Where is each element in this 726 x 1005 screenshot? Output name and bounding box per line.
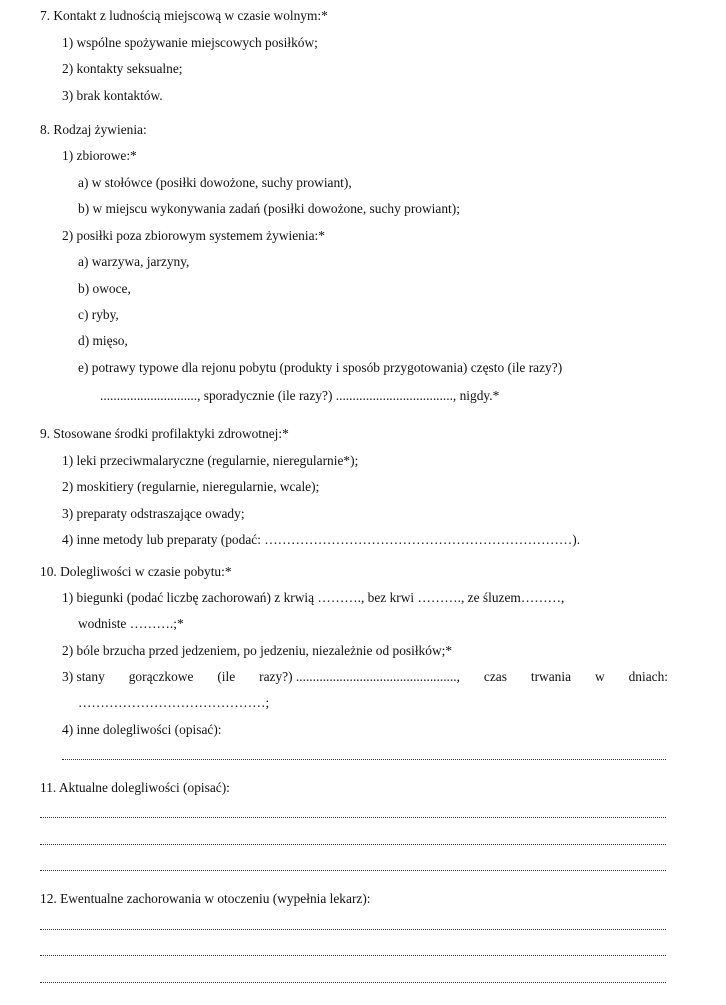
section-7-item-3: 3) brak kontaktów. bbox=[62, 88, 163, 103]
item-3-word: czas bbox=[483, 669, 507, 684]
section-8-sub-2-item-d: d) mięso, bbox=[78, 333, 128, 348]
section-10-title: 10. Dolegliwości w czasie pobytu:* bbox=[40, 564, 232, 579]
item-3-word: 3) stany bbox=[62, 669, 105, 684]
item-3-word: trwania bbox=[530, 669, 572, 684]
section-7-title: 7. Kontakt z ludnością miejscową w czasie wolnym:* bbox=[40, 8, 328, 23]
section-8-sub-2-item-a: a) warzywa, jarzyny, bbox=[78, 254, 190, 269]
section-10-item-3-continuation: ……………………………………; bbox=[78, 695, 270, 710]
section-10-item-1-continuation: wodniste ……….;* bbox=[78, 616, 184, 631]
section-9-item-2: 2) moskitiery (regularnie, nieregularnie, wcale); bbox=[62, 479, 320, 494]
section-8-sub-1-item-a: a) w stołówce (posiłki dowożone, suchy prowiant), bbox=[78, 175, 352, 190]
section-10-item-2: 2) bóle brzucha przed jedzeniem, po jedzeniu, niezależnie od posiłków;* bbox=[62, 643, 453, 658]
section-7-item-2: 2) kontakty seksualne; bbox=[62, 61, 183, 76]
section-10-item-3 bbox=[62, 669, 668, 685]
section-11-answer-line-3[interactable] bbox=[40, 870, 666, 871]
item-3-word: razy?) ................................................, bbox=[259, 669, 460, 684]
section-8-title: 8. Rodzaj żywienia: bbox=[40, 122, 147, 137]
section-11-answer-line-1[interactable] bbox=[40, 817, 666, 818]
item-3-word: gorączkowe bbox=[128, 669, 194, 684]
section-9-item-3: 3) preparaty odstraszające owady; bbox=[62, 506, 245, 521]
section-8-sub-2: 2) posiłki poza zbiorowym systemem żywienia:* bbox=[62, 228, 325, 243]
section-7-item-1: 1) wspólne spożywanie miejscowych posiłków; bbox=[62, 35, 318, 50]
section-11-answer-line-2[interactable] bbox=[40, 844, 666, 845]
section-12-answer-line-1[interactable] bbox=[40, 929, 666, 930]
section-8-sub-1: 1) zbiorowe:* bbox=[62, 148, 137, 163]
section-8-sub-1-item-b: b) w miejscu wykonywania zadań (posiłki dowożone, suchy prowiant); bbox=[78, 201, 460, 216]
section-8-item-e-continuation: ............................., sporadycznie (ile razy?) ..................................., nigdy.* bbox=[100, 388, 500, 403]
section-12-title: 12. Ewentualne zachorowania w otoczeniu (wypełnia lekarz): bbox=[40, 891, 371, 906]
section-9-title: 9. Stosowane środki profilaktyki zdrowotnej:* bbox=[40, 426, 289, 441]
item-3-word: (ile bbox=[217, 669, 236, 684]
item-3-word: dniach: bbox=[628, 669, 668, 684]
section-8-sub-2-item-c: c) ryby, bbox=[78, 307, 119, 322]
section-11-title: 11. Aktualne dolegliwości (opisać): bbox=[40, 780, 230, 795]
section-12-answer-line-3[interactable] bbox=[40, 982, 666, 983]
section-9-item-4: 4) inne metody lub preparaty (podać: ……………………………………………………………). bbox=[62, 532, 581, 547]
section-12-answer-line-2[interactable] bbox=[40, 955, 666, 956]
section-9-item-1: 1) leki przeciwmalaryczne (regularnie, nieregularnie*); bbox=[62, 453, 359, 468]
section-10-item-1: 1) biegunki (podać liczbę zachorowań) z krwią ………., bez krwi ………., ze śluzem………, bbox=[62, 590, 565, 605]
section-8-sub-2-item-e: e) potrawy typowe dla rejonu pobytu (produkty i sposób przygotowania) często (ile razy?) bbox=[78, 360, 563, 375]
section-8-sub-2-item-b: b) owoce, bbox=[78, 281, 131, 296]
section-10-item-4: 4) inne dolegliwości (opisać): bbox=[62, 722, 222, 737]
item-3-word: w bbox=[594, 669, 605, 684]
section-10-answer-line[interactable] bbox=[62, 759, 666, 760]
